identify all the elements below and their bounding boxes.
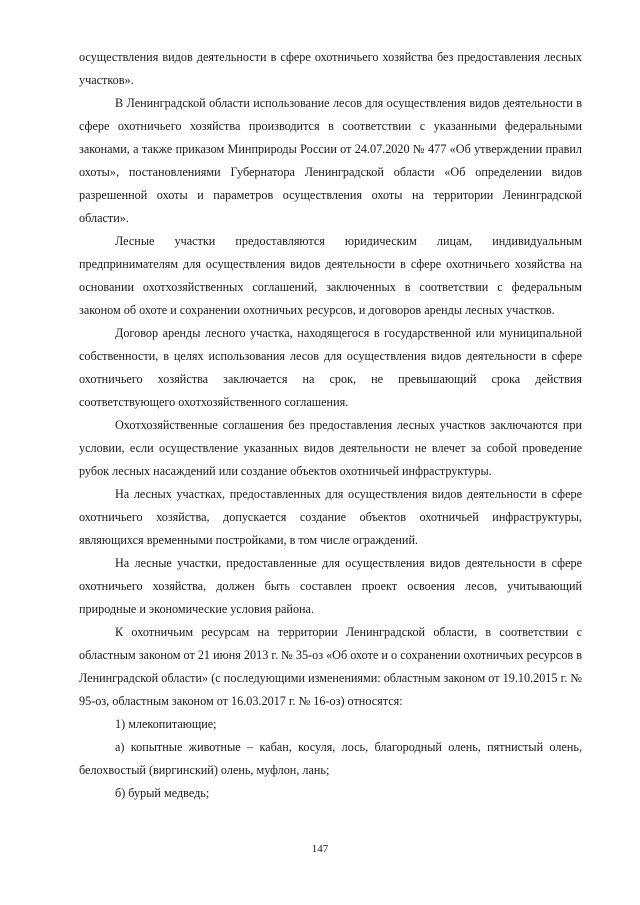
page-number: 147 <box>311 843 329 855</box>
list-item: б) бурый медведь; <box>115 786 210 800</box>
list-item: 1) млекопитающие; <box>115 717 217 731</box>
paragraph-hunting-resources: К охотничьим ресурсам на территории Ленинградской области, в соответствии с областным законом от 21 июня 2013 г. № 35-оз «Об охоте и о сохранении охотничьих ресурсов в Ленинградской области» (с последующими изменениями: областным законом от 19.10.2015 г. № 95-оз, областным законом от 16.03.2017 г. № 16-оз) относятся: <box>79 625 582 708</box>
document-body <box>79 46 582 805</box>
paragraph-continuation: осуществления видов деятельности в сфере охотничьего хозяйства без предоставления лесных участков». <box>79 50 582 87</box>
paragraph-forest-plots: Лесные участки предоставляются юридическим лицам, индивидуальным предпринимателям для осуществления видов деятельности в сфере охотничьего хозяйства на основании охотхозяйственных соглашений, заключенных в соответствии с федеральным законом об охоте и сохранении охотничьих ресурсов, и договоров аренды лесных участков. <box>79 234 582 317</box>
paragraph-lease-agreement: Договор аренды лесного участка, находящегося в государственной или муниципальной собственности, в целях использования лесов для осуществления видов деятельности в сфере охотничьего хозяйства заключается на срок, не превышающий срока действия соответствующего охотхозяйственного соглашения. <box>79 326 582 409</box>
paragraph-hunting-agreements: Охотхозяйственные соглашения без предоставления лесных участков заключаются при условии, если осуществление указанных видов деятельности не влечет за собой проведение рубок лесных насаждений или создание объектов охотничьей инфраструктуры. <box>79 418 582 478</box>
list-item: а) копытные животные – кабан, косуля, лось, благородный олень, пятнистый олень, белохвостый (виргинский) олень, муфлон, лань; <box>79 740 582 777</box>
paragraph-forest-use: В Ленинградской области использование лесов для осуществления видов деятельности в сфере охотничьего хозяйства производится в соответствии с указанными федеральными законами, а также приказом Минприроды России от 24.07.2020 № 477 «Об утверждении правил охоты», постановлениями Губернатора Ленинградской области «Об определении видов разрешенной охоты и параметров осуществления охоты на территории Ленинградской области». <box>79 96 582 225</box>
paragraph-development-project: На лесные участки, предоставленные для осуществления видов деятельности в сфере охотничьего хозяйства, должен быть составлен проект освоения лесов, учитывающий природные и экономические условия района. <box>79 556 582 616</box>
paragraph-infrastructure: На лесных участках, предоставленных для осуществления видов деятельности в сфере охотничьего хозяйства, допускается создание объектов охотничьей инфраструктуры, являющихся временными постройками, в том числе ограждений. <box>79 487 582 547</box>
